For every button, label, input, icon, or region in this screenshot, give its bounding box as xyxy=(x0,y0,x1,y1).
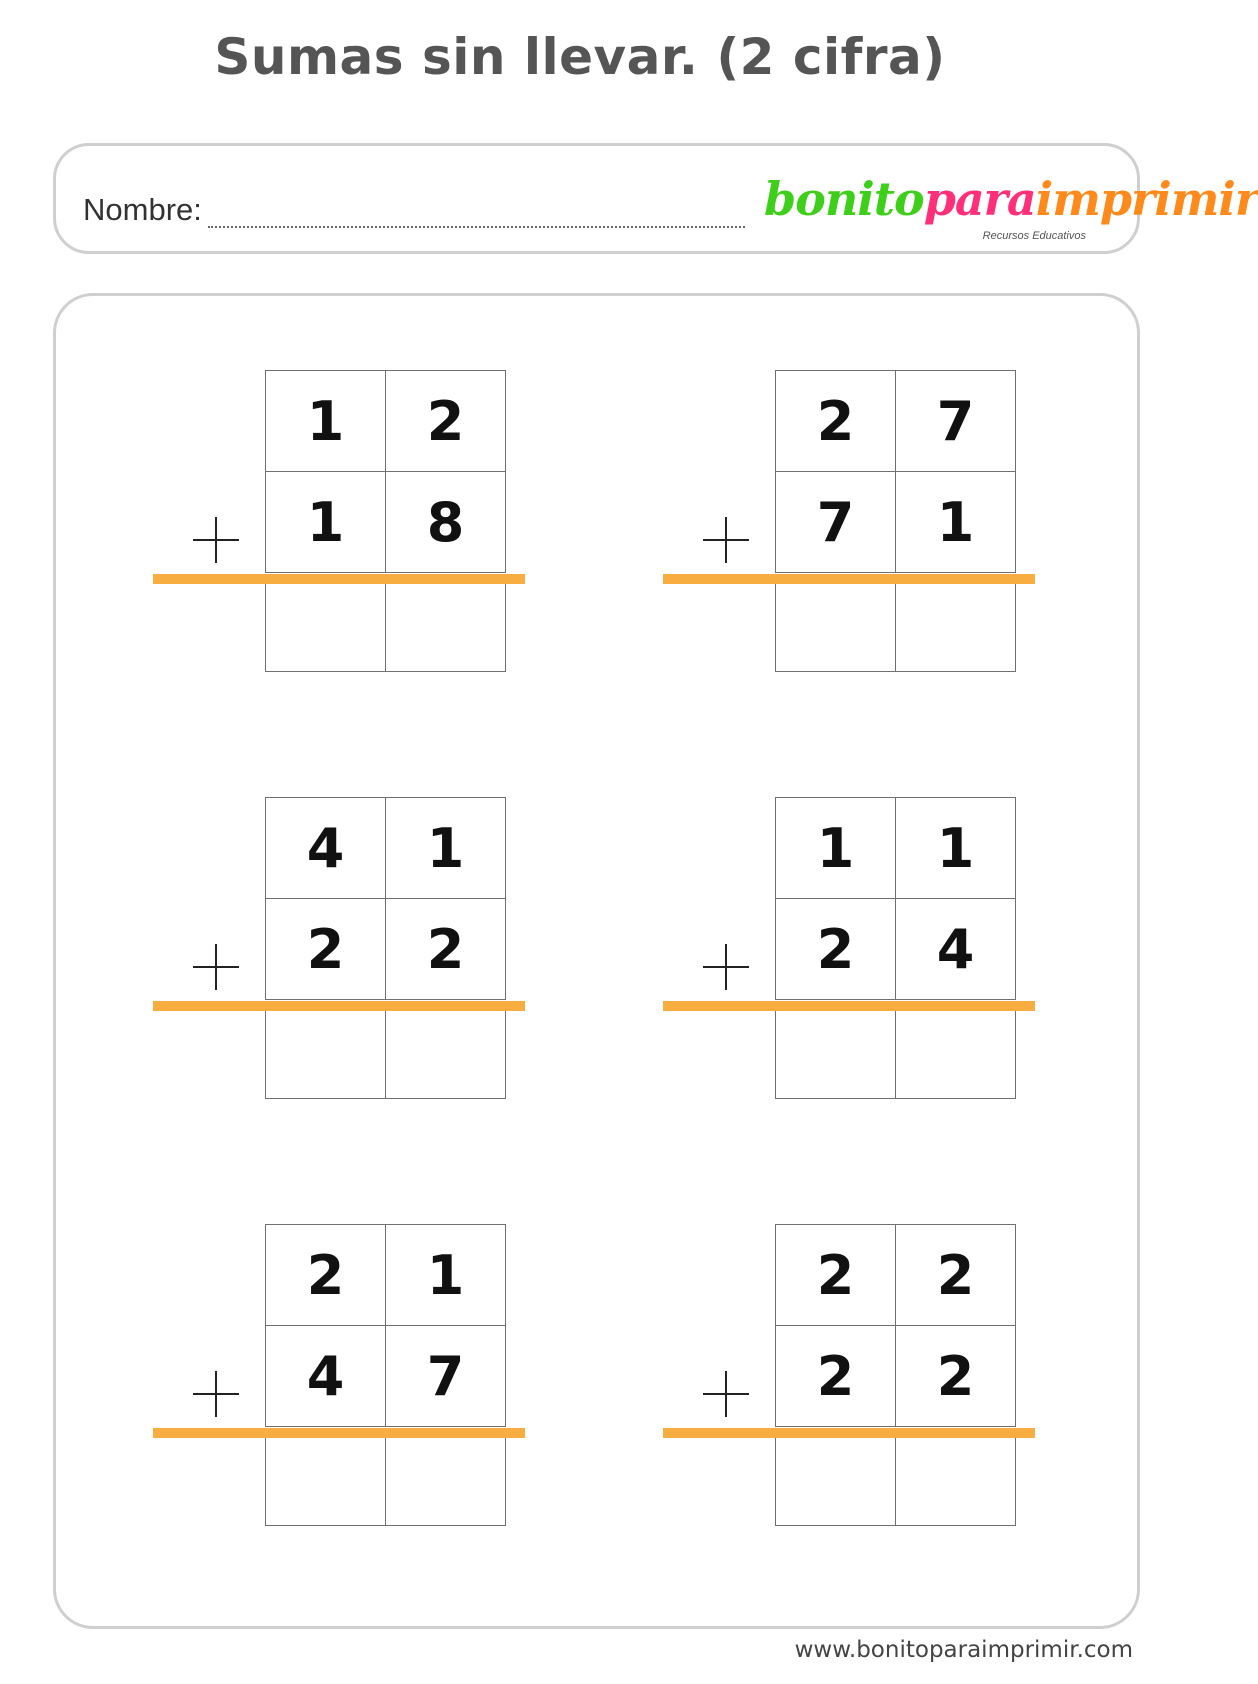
top-tens-digit: 2 xyxy=(265,1224,386,1326)
plus-icon xyxy=(193,944,239,990)
answer-tens-cell[interactable] xyxy=(265,1428,386,1526)
bottom-ones-digit: 2 xyxy=(895,1325,1016,1427)
top-tens-digit: 2 xyxy=(775,370,896,472)
digit-grid xyxy=(775,370,1018,676)
answer-ones-cell[interactable] xyxy=(385,574,506,672)
bottom-tens-digit: 4 xyxy=(265,1325,386,1427)
footer-url: www.bonitoparaimprimir.com xyxy=(794,1637,1133,1663)
sum-line xyxy=(663,1001,1035,1011)
logo-part-imprimir: imprimir xyxy=(1035,172,1258,226)
addition-problem-3 xyxy=(153,797,533,1107)
logo-part-bonito: bonito xyxy=(764,172,924,226)
digit-grid xyxy=(265,797,508,1103)
addition-problem-6 xyxy=(663,1224,1043,1534)
bottom-tens-digit: 1 xyxy=(265,471,386,573)
page-title: Sumas sin llevar. (2 cifra) xyxy=(214,28,946,86)
sum-line xyxy=(153,574,525,584)
digit-grid xyxy=(775,1224,1018,1530)
plus-icon xyxy=(703,517,749,563)
answer-tens-cell[interactable] xyxy=(775,1428,896,1526)
top-tens-digit: 4 xyxy=(265,797,386,899)
addition-problem-2 xyxy=(663,370,1043,680)
bottom-tens-digit: 7 xyxy=(775,471,896,573)
bottom-ones-digit: 2 xyxy=(385,898,506,1000)
bottom-tens-digit: 2 xyxy=(775,898,896,1000)
answer-ones-cell[interactable] xyxy=(385,1001,506,1099)
addition-problem-4 xyxy=(663,797,1043,1107)
top-ones-digit: 7 xyxy=(895,370,1016,472)
logo-subtitle: Recursos Educativos xyxy=(982,230,1086,242)
bottom-ones-digit: 7 xyxy=(385,1325,506,1427)
top-tens-digit: 2 xyxy=(775,1224,896,1326)
name-label: Nombre: xyxy=(83,192,202,227)
name-header-box xyxy=(53,143,1258,254)
top-ones-digit: 1 xyxy=(895,797,1016,899)
answer-tens-cell[interactable] xyxy=(265,1001,386,1099)
top-ones-digit: 1 xyxy=(385,797,506,899)
digit-grid xyxy=(265,1224,508,1530)
sum-line xyxy=(663,1428,1035,1438)
bottom-ones-digit: 8 xyxy=(385,471,506,573)
answer-ones-cell[interactable] xyxy=(895,1428,1016,1526)
digit-grid xyxy=(265,370,508,676)
answer-ones-cell[interactable] xyxy=(385,1428,506,1526)
answer-tens-cell[interactable] xyxy=(265,574,386,672)
logo-wordmark xyxy=(764,172,1258,226)
logo-part-para: para xyxy=(923,172,1036,226)
plus-icon xyxy=(193,1371,239,1417)
answer-ones-cell[interactable] xyxy=(895,1001,1016,1099)
top-ones-digit: 2 xyxy=(385,370,506,472)
top-ones-digit: 2 xyxy=(895,1224,1016,1326)
sum-line xyxy=(153,1001,525,1011)
name-write-line[interactable] xyxy=(208,226,745,228)
bottom-tens-digit: 2 xyxy=(775,1325,896,1427)
addition-problem-5 xyxy=(153,1224,533,1534)
plus-icon xyxy=(193,517,239,563)
plus-icon xyxy=(703,944,749,990)
top-tens-digit: 1 xyxy=(265,370,386,472)
bottom-tens-digit: 2 xyxy=(265,898,386,1000)
digit-grid xyxy=(775,797,1018,1103)
answer-tens-cell[interactable] xyxy=(775,574,896,672)
sum-line xyxy=(153,1428,525,1438)
top-tens-digit: 1 xyxy=(775,797,896,899)
bottom-ones-digit: 4 xyxy=(895,898,1016,1000)
top-ones-digit: 1 xyxy=(385,1224,506,1326)
plus-icon xyxy=(703,1371,749,1417)
addition-problem-1 xyxy=(153,370,533,680)
answer-tens-cell[interactable] xyxy=(775,1001,896,1099)
answer-ones-cell[interactable] xyxy=(895,574,1016,672)
sum-line xyxy=(663,574,1035,584)
brand-logo xyxy=(764,172,1258,248)
bottom-ones-digit: 1 xyxy=(895,471,1016,573)
